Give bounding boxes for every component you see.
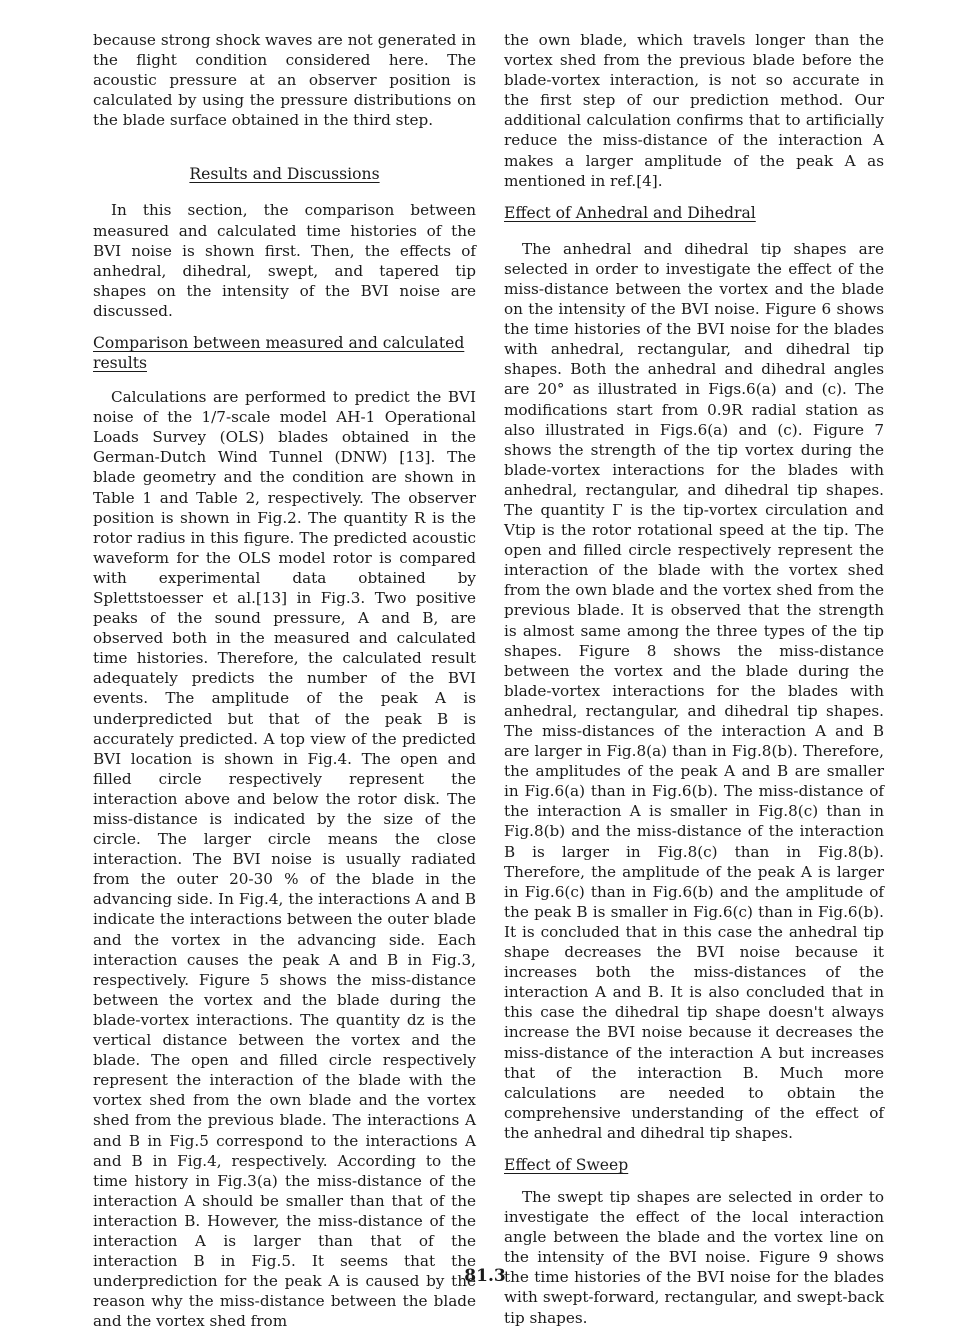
- page-number: 81.3: [464, 1266, 506, 1286]
- paragraph-results-intro: In this section, the comparison between measured and calculated time histories of the BVI noise is shown first. Then, the effects of anhedral, dihedral, swept, and tapered tip shapes on the intensity of the BVI noise are discussed.: [93, 201, 476, 320]
- paragraph-anhedral-dihedral: The anhedral and dihedral tip shapes are selected in order to investigate the effect of the miss-distance between the vortex and the blade on the intensity of the BVI noise. Figure 6 shows the time histories of the BVI noise for the blades with anhedral, rectangular, and dihedral tip shapes. Both the anhedral and dihedral angles are 20° as illustrated in Figs.6(a) and (c). The modifications start from 0.9R radial station as also illustrated in Figs.6(a) and (c). Figure 7 shows the strength of the tip vortex during the blade-vortex interactions for the blades with anhedral, rectangular, and dihedral tip shapes. The quantity Γ is the tip-vortex circulation and Vtip is the rotor rotational speed at the tip. The open and filled circle respectively represent the interaction of the blade with the vortex shed from the own blade and the vortex shed from the previous blade. It is observed that the strength is almost same among the three types of the tip shapes. Figure 8 shows the miss-distance between the vortex and the blade during the blade-vortex interactions for the blades with anhedral, rectangular, and dihedral tip shapes. The miss-distances of the interaction A and B are larger in Fig.8(a) than in Fig.8(b). Therefore, the amplitudes of the peak A and B are smaller in Fig.6(a) than in Fig.6(b). The miss-distance of the interaction A is smaller in Fig.8(c) than in Fig.8(b) and the miss-distance of the interaction B is larger in Fig.8(c) than in Fig.8(b). Therefore, the amplitude of the peak A is larger in Fig.6(c) than in Fig.6(b) and the amplitude of the peak B is smaller in Fig.6(c) than in Fig.6(b). It is concluded that in this case the anhedral tip shape decreases the BVI noise because it increases both the miss-distances of the interaction A and B. It is also concluded that in this case the dihedral tip shape doesn't always increase the BVI noise because it decreases the miss-distance of the interaction A but increases that of the interaction B. Much more calculations are needed to obtain the comprehensive understanding of the effect of the anhedral and dihedral tip shapes.: [504, 239, 884, 1142]
- section-heading-results: Results and Discussions: [189, 165, 380, 184]
- paragraph-intro-continuation: because strong shock waves are not generated in the flight condition considered here. The acoustic pressure at an observer position is calculated by using the pressure distributions on the blade surface obtained in the third step.: [93, 31, 476, 130]
- paragraph-sweep: The swept tip shapes are selected in order to investigate the effect of the local interaction angle between the blade and the vortex line on the intensity of the BVI noise. Figure 9 shows the time histories of the BVI noise for the blades with swept-forward, rectangular, and swept-back tip shapes.: [504, 1187, 884, 1327]
- paragraph-own-blade-continuation: the own blade, which travels longer than the vortex shed from the previous blade before the blade-vortex interaction, is not so accurate in the first step of our prediction method. Our additional calculation confirms that to artificially reduce the miss-distance of the interaction A makes a larger amplitude of the peak A as mentioned in ref.[4].: [504, 31, 884, 190]
- subsection-heading-comparison: Comparison between measured and calculated results: [93, 334, 465, 373]
- subsection-heading-anhedral-dihedral: Effect of Anhedral and Dihedral: [504, 203, 756, 222]
- subsection-heading-sweep: Effect of Sweep: [504, 1155, 629, 1174]
- left-column: [93, 30, 476, 1331]
- right-column: [504, 30, 884, 1328]
- paragraph-comparison: Calculations are performed to predict the BVI noise of the 1/7-scale model AH-1 Operational Loads Survey (OLS) blades obtained in the German-Dutch Wind Tunnel (DNW) [13]. The blade geometry and the condition are shown in Table 1 and Table 2, respectively. The observer position is shown in Fig.2. The quantity R is the rotor radius in this figure. The predicted acoustic waveform for the OLS model rotor is compared with experimental data obtained by Splettstoesser et al.[13] in Fig.3. Two positive peaks of the sound pressure, A and B, are observed both in the measured and calculated time histories. Therefore, the calculated result adequately predicts the number of the BVI events. The amplitude of the peak A is underpredicted but that of the peak B is accurately predicted. A top view of the predicted BVI location is shown in Fig.4. The open and filled circle respectively represent the interaction above and below the rotor disk. The miss-distance is indicated by the size of the circle. The larger circle means the close interaction. The BVI noise is usually radiated from the outer 20-30 % of the blade in the advancing side. In Fig.4, the interactions A and B indicate the interactions between the outer blade and the vortex in the advancing side. Each interaction causes the peak A and B in Fig.3, respectively. Figure 5 shows the miss-distance between the vortex and the blade during the blade-vortex interactions. The quantity dz is the vertical distance between the vortex and the blade. The open and filled circle respectively represent the interaction of the blade with the vortex shed from the own blade and the vortex shed from the previous blade. The interactions A and B in Fig.5 correspond to the interactions A and B in Fig.4, respectively. According to the time history in Fig.3(a) the miss-distance of the interaction A should be smaller than that of the interaction B. However, the miss-distance of the interaction A is larger than that of the interaction B in Fig.5. It seems that the underprediction for the peak A is caused by the reason why the miss-distance between the blade and the vortex shed from: [93, 388, 476, 1331]
